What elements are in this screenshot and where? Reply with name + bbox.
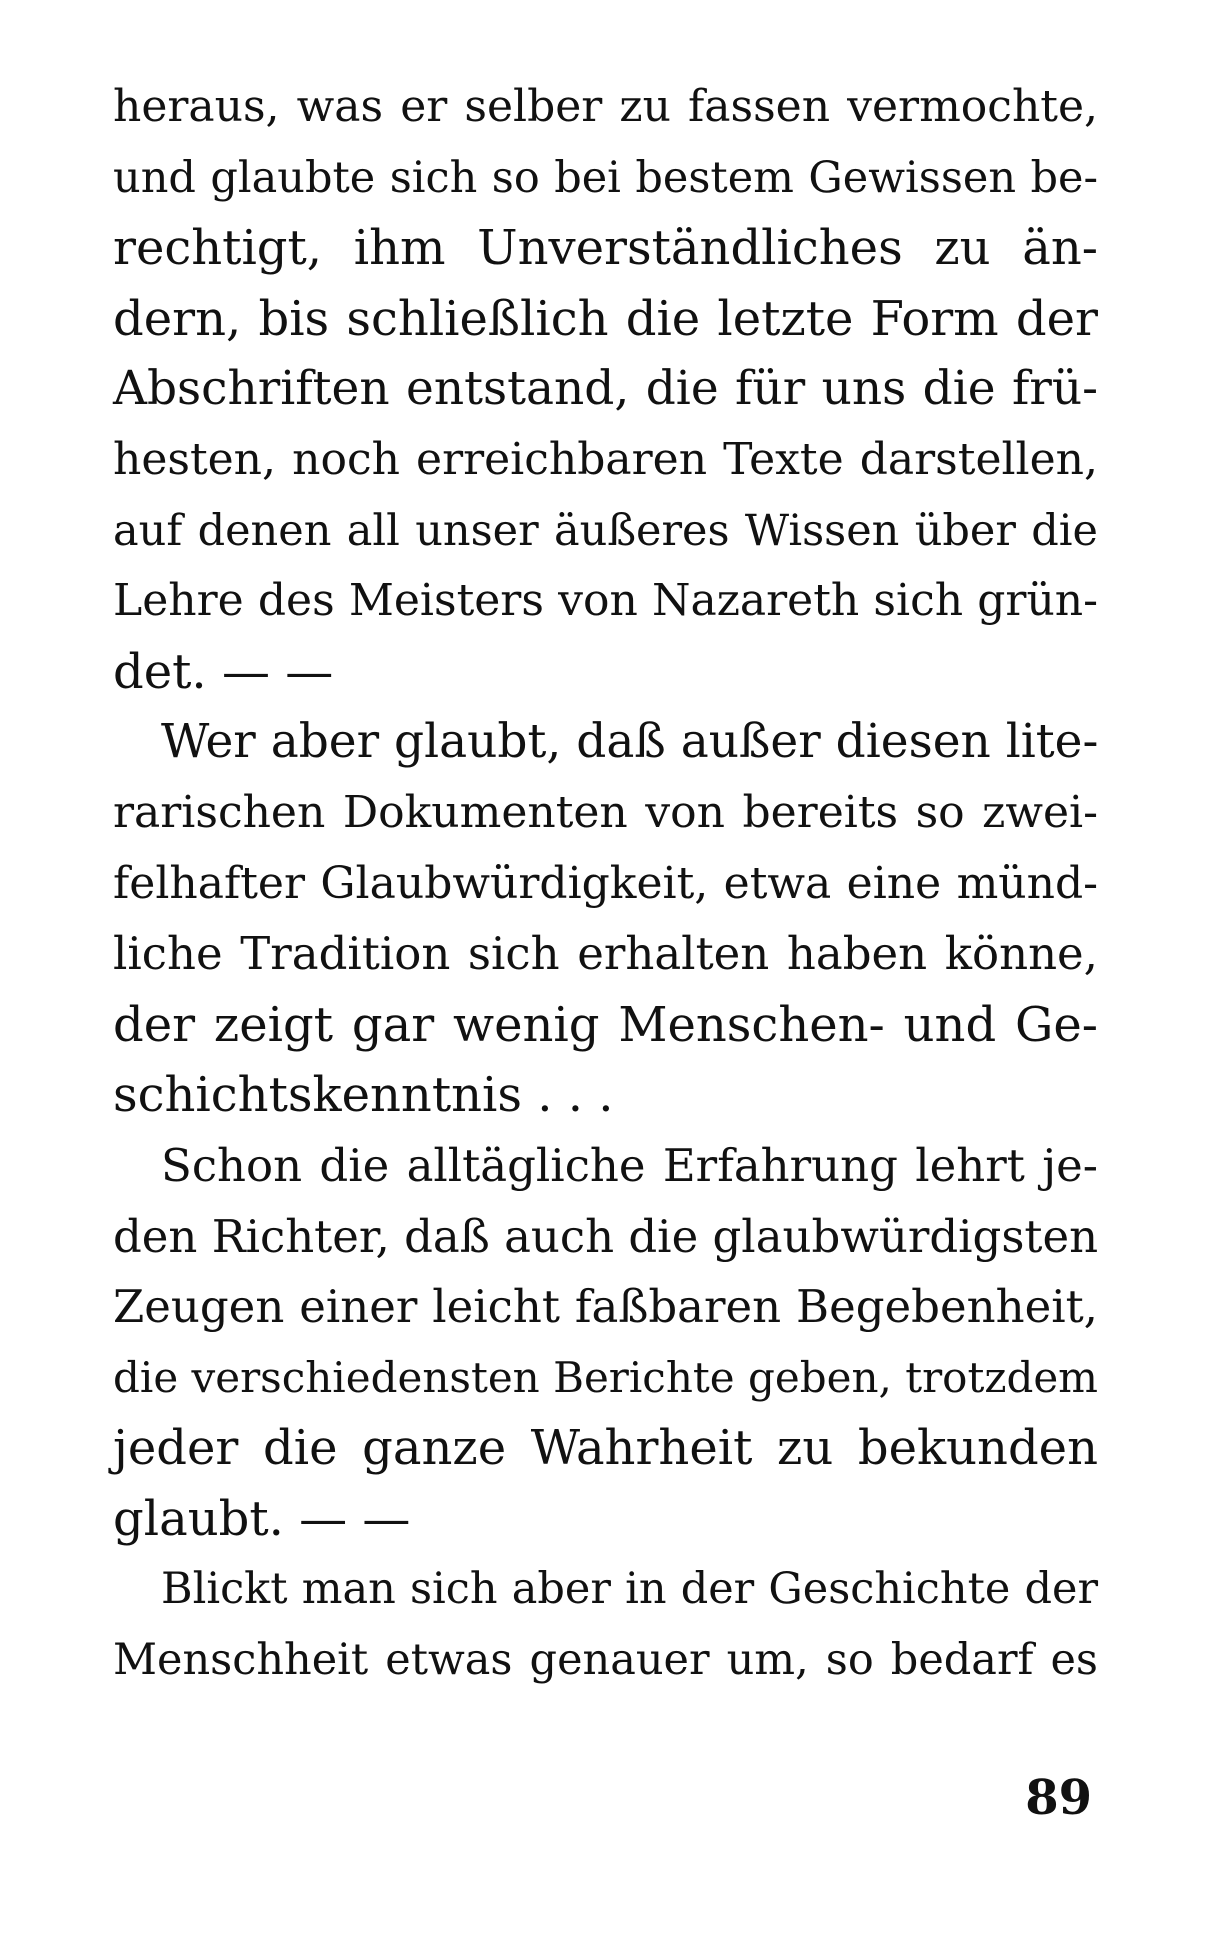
text-line: Lehre des Meisters von Nazareth sich grün- [113,575,1098,627]
text-line: jeder die ganze Wahrheit zu bekunden [113,1420,1098,1477]
text-line: rechtigt, ihm Unverständliches zu än- [113,220,1098,277]
text-line: glaubt. — — [113,1490,411,1547]
text-line: schichtskenntnis . . . [113,1067,614,1124]
text-line: Zeugen einer leicht faßbaren Begebenheit, [113,1280,1098,1334]
text-line: und glaubte sich so bei bestem Gewissen be- [113,152,1098,203]
text-line: det. — — [113,643,334,700]
text-line: felhafter Glaubwürdigkeit, etwa eine münd- [113,857,1098,909]
text-line: Abschriften entstand, die für uns die frü- [113,361,1098,417]
text-line: auf denen all unser äußeres Wissen über die [113,505,1098,556]
text-line: Wer aber glaubt, daß außer diesen lite- [161,714,1099,770]
text-line: liche Tradition sich erhalten haben könne, [113,927,1098,981]
text-line: hesten, noch erreichbaren Texte darstellen, [113,433,1098,485]
text-line: den Richter, daß auch die glaubwürdigsten [113,1209,1099,1263]
text-line: rarischen Dokumenten von bereits so zwei- [113,786,1098,838]
text-line: Blickt man sich aber in der Geschichte der [161,1564,1098,1615]
text-line: Schon die alltägliche Erfahrung lehrt je- [161,1138,1098,1192]
body-text [113,72,1098,1696]
text-line: Menschheit etwas genauer um, so bedarf es [113,1635,1098,1686]
text-line: heraus, was er selber zu fassen vermochte, [113,81,1098,132]
page-number: 89 [1025,1770,1092,1826]
text-line: die verschiedensten Berichte geben, trotzdem [113,1352,1099,1402]
text-line: dern, bis schließlich die letzte Form der [113,290,1098,347]
text-line: der zeigt gar wenig Menschen- und Ge- [113,996,1098,1053]
